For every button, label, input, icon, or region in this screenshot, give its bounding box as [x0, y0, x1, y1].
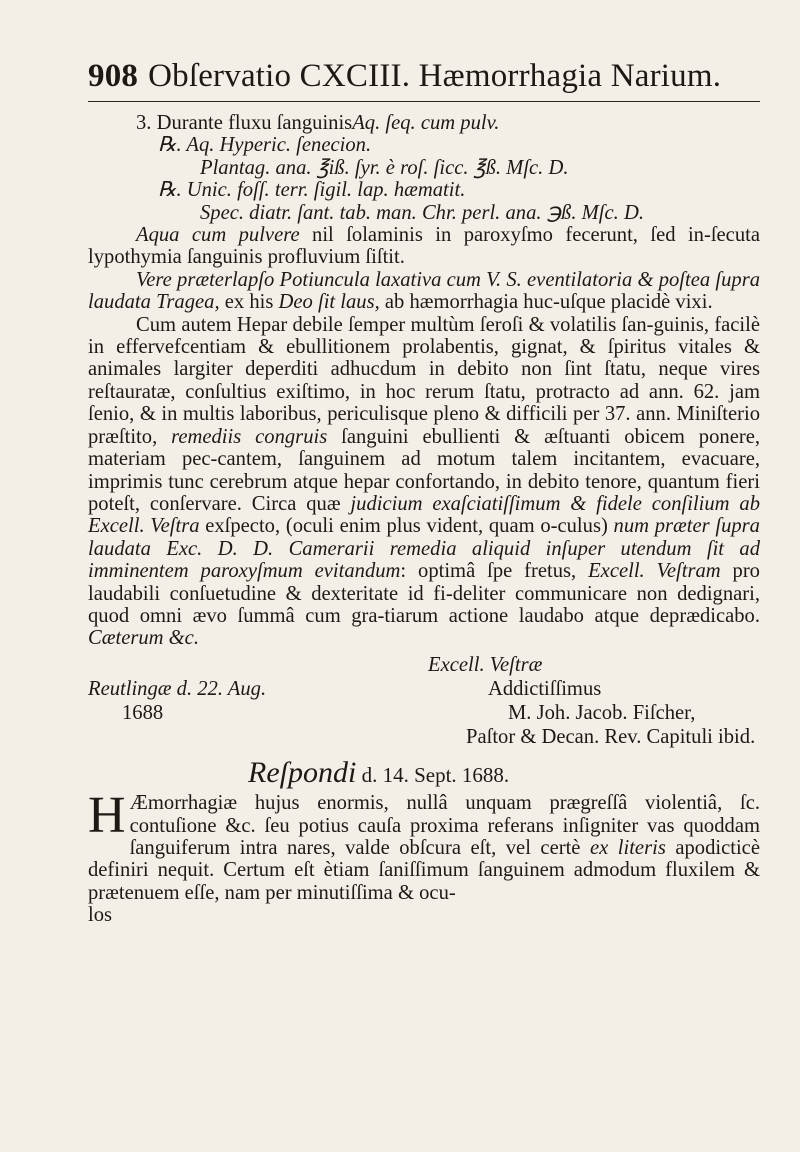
paragraph: H Æmorrhagiæ hujus enormis, nullâ unquam prægreſſâ violentiâ, ſc. contuſione &c. ſeu potius cauſa proxima referans inſigniter vas quoddam ſanguiferum intra nares, valde obſcura eſt, vel certè ex literis apodicticè definiri nequit. Certum eſt ètiam ſaniſſimum ſanguinem admodum fluxilem & prætenuem eſſe, nam per minutiſſima & ocu-: [88, 787, 760, 904]
reply-heading: Reſpondi d. 14. Sept. 1688.: [248, 755, 510, 789]
header-rule: [88, 101, 760, 102]
prescription-line: 3. Durante fluxu ſanguinisAq. ſeq. cum pulv.: [136, 112, 500, 134]
signature-block: [88, 654, 760, 746]
prescription-block: [88, 112, 760, 224]
place-date: Reutlingæ d. 22. Aug.: [88, 677, 267, 700]
prescription-line: Plantag. ana. ℥iß. ſyr. è roſ. ſicc. ℥ß. Mſc. D.: [200, 156, 569, 179]
catchword: los: [88, 904, 113, 927]
page-text: [88, 112, 760, 927]
prescription-line: ℞. Aq. Hyperic. ſenecion.: [158, 134, 372, 157]
prescription-line: ℞. Unic. foſſ. terr. ſigil. lap. hæmatit.: [158, 179, 466, 202]
running-header: [88, 58, 760, 95]
salutation: Excell. Veſtræ: [428, 653, 543, 676]
paragraph: Vere præterlapſo Potiuncula laxativa cum V. S. eventilatoria & poſtea ſupra laudata Tragea, ex his Deo ſit laus, ab hæmorrhagia huc-uſque placidè vixi.: [88, 268, 760, 314]
author-name: M. Joh. Jacob. Fiſcher,: [508, 701, 696, 724]
paragraph: Aqua cum pulvere nil ſolaminis in paroxyſmo fecerunt, ſed in-ſecuta lypothymia ſanguinis profluvium ſiſtit.: [88, 224, 760, 269]
page-number: 908: [88, 58, 139, 94]
year: 1688: [122, 701, 164, 724]
running-title: Obſervatio CXCIII. Hæmorrhagia Narium.: [148, 58, 722, 94]
paragraph: Cum autem Hepar debile ſemper multùm ſeroſi & volatilis ſan-guinis, facilè in effervefcentiam & ebullitionem prolabentis, gignat, & ſpiritus vitales & animales largiter deperditi adhucdum in debito non ſint ſtatu, neque vires reſtauratæ, conſultius exiſtimo, in hoc rerum ſtatu, protracto ad ann. 62. jam ſenio, & in multis laboribus, periculisque pleno & difficili per 37. ann. Miniſterio præſtito, remediis congruis ſanguini ebullienti & æſtuanti obicem ponere, materiam pec-cantem, ſanguinem ad motum talem incitantem, evacuare, imprimis tunc cerebrum atque hepar confortando, in debito tenore, quantum fieri poteſt, conſervare. Circa quæ judicium exaſciatiſſimum & fidele conſilium ab Excell. Veſtra exſpecto, (oculi enim plus vident, quam o-culus) num præter ſupra laudata Exc. D. D. Camerarii remedia aliquid inſuper utendum ſit ad imminentem paroxyſmum evitandum: optimâ ſpe fretus, Excell. Veſtram pro laudabili conſuetudine & dexteritate id fi-deliter communicare non dedignari, quod omni ævo ſummâ cum gra-tiarum actione laudabo atque deprædicabo. Cæterum &c.: [88, 313, 760, 650]
closing: Addictiſſimus: [488, 677, 602, 700]
author-office: Paſtor & Decan. Rev. Capituli ibid.: [466, 725, 756, 748]
drop-capital: H: [88, 787, 126, 845]
prescription-line: Spec. diatr. ſant. tab. man. Chr. perl. ana. ℈ß. Mſc. D.: [200, 201, 644, 224]
